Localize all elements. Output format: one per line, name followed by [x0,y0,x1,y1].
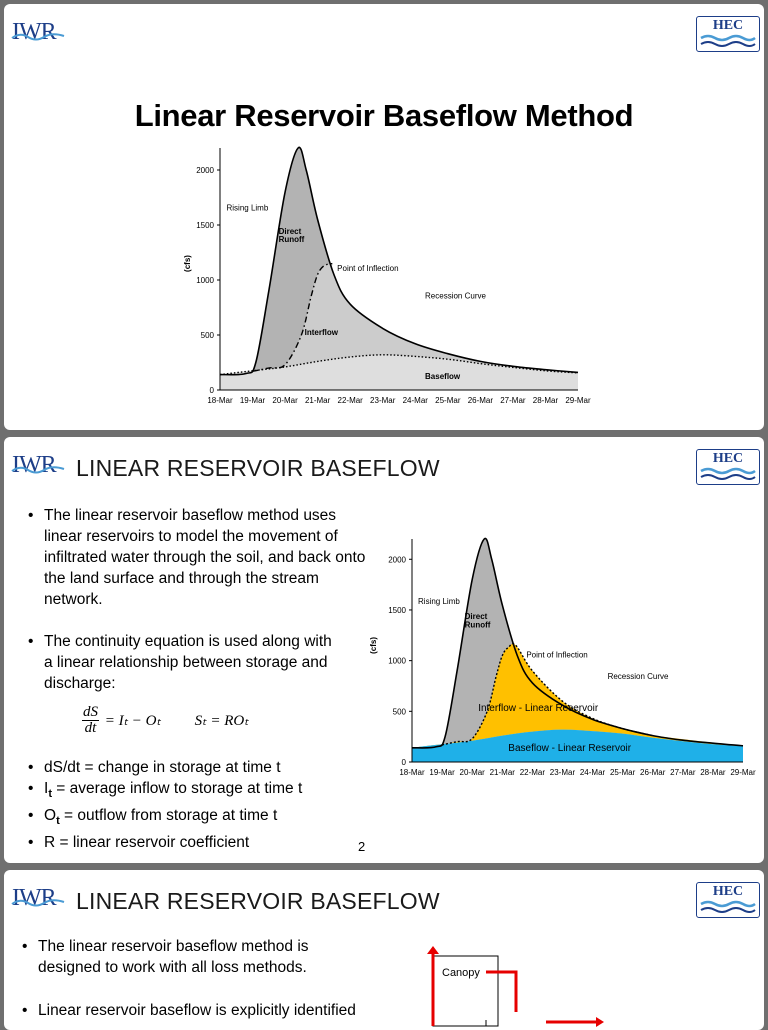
bullet-item: • The linear reservoir baseflow method uses linear reservoirs to model the movement of infiltrated water through the soil, and back onto the land surface and through the stream network. [24,505,369,610]
annotation-label: Point of Inflection [337,264,399,274]
equation-storage: Sₜ = ROₜ [194,713,249,729]
x-tick-label: 25-Mar [609,768,636,777]
x-tick-label: 22-Mar [337,396,363,405]
wave-icon [12,32,64,42]
iwr-logo-text: IWR [12,452,56,478]
iwr-logo [12,886,56,910]
page-number: 2 [358,839,366,854]
flow-diagram [424,946,624,1026]
x-tick-label: 23-Mar [370,396,396,405]
iwr-logo [12,20,56,44]
x-tick-label: 24-Mar [579,768,606,777]
canopy-label: Canopy [442,967,480,979]
annotation-label: Baseflow [425,372,461,381]
annotation-label: Point of Inflection [526,650,588,660]
annotation-label: Interflow - Linear Reservoir [478,702,599,714]
x-tick-label: 21-Mar [489,768,515,777]
y-tick-label: 2000 [388,555,406,565]
arrow-head-icon [427,946,439,954]
definition-item [24,805,384,832]
x-tick-label: 27-Mar [670,768,696,777]
annotation-label: Interflow [304,328,338,337]
slide-2 [4,437,764,863]
x-tick-label: 18-Mar [207,396,233,405]
x-tick-label: 25-Mar [435,396,461,405]
y-axis-label: (cfs) [369,636,378,654]
y-tick-label: 0 [209,386,214,395]
bullet-list [18,936,358,978]
iwr-logo-text: IWR [12,19,56,45]
bullet-item: • The continuity equation is used along with a linear relationship between storage and discharge: [24,631,344,694]
x-tick-label: 24-Mar [402,396,428,405]
hec-logo-text: HEC [712,451,744,466]
hec-logo [696,16,760,52]
bullet-list [24,505,369,610]
annotation-label: Recession Curve [425,291,486,301]
x-tick-label: 26-Mar [467,396,494,405]
bullet-item: • The linear reservoir baseflow method is designed to work with all loss methods. [18,936,358,978]
y-tick-label: 2000 [196,166,214,175]
hec-logo [696,449,760,485]
x-tick-label: 18-Mar [399,768,425,777]
definition-text: = outflow from storage at time t [59,807,278,825]
annotation-label: Rising Limb [418,596,460,606]
definition-symbol: I [44,780,49,797]
x-tick-label: 23-Mar [549,768,576,777]
slide-3 [4,870,764,1030]
definition-item [24,832,384,853]
y-tick-label: 1000 [196,276,214,285]
definition-symbol: dS/dt [44,759,81,776]
equation-denominator: dt [84,720,97,736]
page-title: Linear Reservoir Baseflow Method [134,98,634,133]
x-tick-label: 21-Mar [304,396,331,405]
y-axis-label: (cfs) [183,255,192,272]
y-tick-label: 500 [392,707,406,717]
definition-symbol: R [44,834,56,852]
definition-text: = linear reservoir coefficient [55,834,250,852]
hec-logo-text: HEC [712,18,744,33]
wave-icon [12,898,64,908]
flow-arrow [486,972,516,1012]
x-tick-label: 29-Mar [565,396,591,405]
iwr-logo [12,453,56,477]
y-tick-label: 1500 [196,221,214,230]
annotation-label: Recession Curve [607,671,669,681]
hydrograph-chart-2 [368,529,756,784]
hydrograph-chart-1 [183,140,591,410]
x-tick-label: 28-Mar [532,396,559,405]
definition-subscript: t [56,815,60,828]
wave-icon [12,465,64,475]
x-tick-label: 20-Mar [459,768,485,777]
hec-wave-icon [701,467,755,481]
hec-wave-icon [701,900,755,914]
iwr-logo-text: IWR [12,885,56,911]
definition-subscript: t [48,788,52,801]
equation-numerator: dS [83,704,98,720]
equation [82,705,249,736]
x-tick-label: 20-Mar [272,396,298,405]
annotation-label: Direct Runoff [278,226,305,245]
y-tick-label: 1000 [388,656,406,666]
bullet-item: • Linear reservoir baseflow is explicitly identified [18,1000,418,1021]
bullet-list [24,631,344,694]
x-tick-label: 29-Mar [730,768,756,777]
section-heading: LINEAR RESERVOIR BASEFLOW [76,455,440,481]
section-heading: LINEAR RESERVOIR BASEFLOW [76,888,440,914]
annotation-label: Direct Runoff [464,612,491,630]
bullet-list [18,1000,418,1021]
x-tick-label: 27-Mar [500,396,526,405]
x-tick-label: 19-Mar [429,768,455,777]
slide-1 [4,4,764,430]
definition-text: = change in storage at time t [80,759,281,776]
annotation-label: Baseflow - Linear Reservoir [508,742,632,754]
annotation-label: Rising Limb [226,203,269,213]
equation-continuity-rhs: = Iₜ − Oₜ [104,713,161,729]
definition-item [24,778,384,805]
y-tick-label: 0 [401,758,406,767]
definition-item [24,757,384,778]
hec-logo-text: HEC [712,884,744,899]
hec-wave-icon [701,34,755,48]
hec-logo [696,882,760,918]
definition-text: = average inflow to storage at time t [51,780,303,797]
y-tick-label: 1500 [388,605,406,615]
x-tick-label: 22-Mar [519,768,546,777]
definition-symbol: O [44,807,57,825]
arrow-head-icon [596,1017,604,1027]
x-tick-label: 26-Mar [640,768,666,777]
definition-list [24,757,384,853]
x-tick-label: 19-Mar [239,396,266,405]
y-tick-label: 500 [200,331,214,340]
x-tick-label: 28-Mar [700,768,726,777]
